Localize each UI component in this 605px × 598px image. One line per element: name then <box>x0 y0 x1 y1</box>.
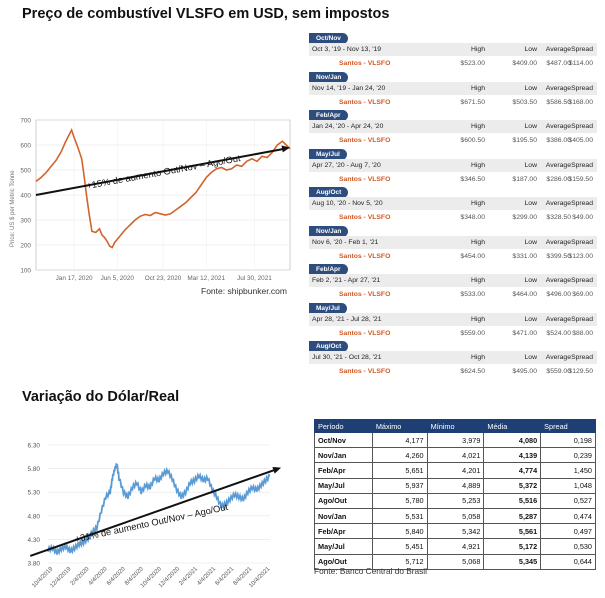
table-cell: Oct/Nov <box>315 433 373 448</box>
fuel-period-block <box>309 149 597 187</box>
fuel-high: $559.00 <box>460 329 485 337</box>
table-cell: Nov/Jan <box>315 508 373 523</box>
fuel-spread: $405.00 <box>568 137 593 144</box>
table-cell: 1,450 <box>541 463 596 478</box>
fuel-header-average: Average <box>545 84 571 92</box>
fuel-price-row <box>309 366 597 378</box>
dollar-y-tick-label: 6.30 <box>27 442 40 450</box>
dollar-y-tick-label: 5.80 <box>27 466 40 474</box>
fuel-average: $386.00 <box>546 137 571 144</box>
fuel-spread: $114.00 <box>568 60 593 67</box>
fuel-low: $195.50 <box>512 137 537 144</box>
fuel-name: Santos - VLSFO <box>339 60 391 67</box>
table-cell: 0,474 <box>541 508 596 523</box>
fuel-header-average: Average <box>545 123 571 130</box>
table-cell: 4,921 <box>427 539 484 554</box>
fuel-header-spread: Spread <box>571 123 593 130</box>
fuel-price-row <box>309 135 597 147</box>
table-cell: 5,531 <box>372 508 427 523</box>
fuel-period-block <box>309 341 597 379</box>
fuel-name: Santos - VLSFO <box>339 368 391 375</box>
fuel-price-row <box>309 212 597 224</box>
dollar-x-tick-label: 12/4/2019 <box>49 566 73 590</box>
table-cell: 0,644 <box>541 554 596 569</box>
fuel-spread: $49.00 <box>572 214 593 221</box>
fuel-high: $671.50 <box>460 98 485 106</box>
fuel-x-tick-label: Jun 5, 2020 <box>100 275 134 282</box>
table-header-cell: Período <box>315 420 373 433</box>
fuel-average: $524.00 <box>546 329 571 337</box>
table-cell: 4,139 <box>484 448 541 463</box>
fuel-price-row <box>309 289 597 301</box>
fuel-period-tag: Feb/Apr <box>309 110 348 121</box>
dollar-x-tick-label: 12/4/2020 <box>157 566 181 590</box>
fuel-period-range: Jan 24, '20 - Apr 24, '20 <box>312 123 384 130</box>
fuel-period-tag: Aug/Oct <box>309 341 348 352</box>
fuel-low: $471.00 <box>512 329 537 337</box>
fuel-header-spread: Spread <box>571 354 593 361</box>
table-cell: 0,497 <box>541 524 596 539</box>
fuel-header-spread: Spread <box>571 238 593 246</box>
fuel-average: $286.00 <box>546 175 571 183</box>
fuel-header-high: High <box>471 123 485 130</box>
table-cell: 5,372 <box>484 478 541 493</box>
dollar-x-tick-label: 10/4/2021 <box>248 566 272 590</box>
table-row <box>315 463 596 478</box>
table-cell: 1,048 <box>541 478 596 493</box>
table-cell: 5,068 <box>427 554 484 569</box>
fuel-header-spread: Spread <box>571 161 593 169</box>
fuel-header-average: Average <box>545 46 571 53</box>
fuel-period-header <box>309 120 597 133</box>
table-cell: 0,530 <box>541 539 596 554</box>
table-cell: 5,937 <box>372 478 427 493</box>
fuel-header-high: High <box>471 354 485 361</box>
table-cell: Ago/Out <box>315 493 373 508</box>
table-cell: 5,516 <box>484 493 541 508</box>
fuel-price-row <box>309 97 597 109</box>
dollar-x-tick-label: 6/4/2021 <box>214 566 236 587</box>
fuel-price-chart <box>0 112 300 302</box>
fuel-low: $495.00 <box>512 368 537 375</box>
dollar-x-tick-label: 2/4/2020 <box>69 566 91 587</box>
table-cell: 5,840 <box>372 524 427 539</box>
dollar-x-tick-label: 8/4/2021 <box>232 566 254 587</box>
fuel-low: $503.50 <box>512 98 537 106</box>
fuel-period-range: Nov 14, '19 - Jan 24, '20 <box>312 84 386 92</box>
fuel-period-tag: May/Jul <box>309 303 347 314</box>
fuel-spread: $123.00 <box>568 252 593 260</box>
fuel-y-tick-label: 200 <box>20 242 31 250</box>
fuel-period-block <box>309 110 597 148</box>
fuel-header-high: High <box>471 200 485 207</box>
fuel-period-block <box>309 187 597 225</box>
fuel-name: Santos - VLSFO <box>339 137 391 144</box>
table-cell: 5,345 <box>484 554 541 569</box>
fuel-y-axis-label: Price: US $ per Metric Tonne <box>10 170 16 247</box>
table-header-cell: Média <box>484 420 541 433</box>
fuel-high: $600.50 <box>460 137 485 144</box>
fuel-header-high: High <box>471 277 485 284</box>
fuel-spread: $168.00 <box>568 98 593 106</box>
fuel-header-spread: Spread <box>571 277 593 284</box>
fuel-period-header <box>309 236 597 249</box>
fuel-y-tick-label: 500 <box>20 167 31 175</box>
dollar-table-source: Fonte: Banco Central do Brasil <box>314 566 427 576</box>
fuel-header-average: Average <box>545 354 571 361</box>
table-cell: 0,198 <box>541 433 596 448</box>
fuel-header-low: Low <box>524 84 537 92</box>
fuel-average: $487.00 <box>546 60 571 67</box>
fuel-period-range: Apr 27, '20 - Aug 7, '20 <box>312 161 381 169</box>
fuel-period-tag: Nov/Jan <box>309 226 348 237</box>
table-cell: 5,253 <box>427 493 484 508</box>
fuel-header-average: Average <box>545 238 571 246</box>
fuel-average: $328.50 <box>546 214 571 221</box>
fuel-header-spread: Spread <box>571 46 593 53</box>
table-cell: Feb/Apr <box>315 463 373 478</box>
table-cell: 3,979 <box>427 433 484 448</box>
fuel-average: $559.00 <box>546 368 571 375</box>
fuel-header-low: Low <box>524 354 537 361</box>
table-header-cell: Máximo <box>372 420 427 433</box>
fuel-period-block <box>309 72 597 110</box>
fuel-spread: $69.00 <box>572 291 593 298</box>
fuel-average: $496.00 <box>546 291 571 298</box>
table-cell: 5,451 <box>372 539 427 554</box>
dollar-trend-annotation: +31% de aumento Out/Nov – Ago/Out <box>73 501 229 545</box>
fuel-high: $454.00 <box>460 252 485 260</box>
fuel-name: Santos - VLSFO <box>339 214 391 221</box>
table-cell: 5,058 <box>427 508 484 523</box>
fuel-low: $409.00 <box>512 60 537 67</box>
table-row <box>315 539 596 554</box>
fuel-period-tag: Oct/Nov <box>309 33 348 44</box>
fuel-price-row <box>309 328 597 340</box>
fuel-period-tag: May/Jul <box>309 149 347 160</box>
fuel-header-high: High <box>471 46 485 53</box>
fuel-price-panel <box>309 33 597 383</box>
table-cell: 4,177 <box>372 433 427 448</box>
fuel-high: $523.00 <box>460 60 485 67</box>
table-cell: 5,712 <box>372 554 427 569</box>
fuel-y-tick-label: 600 <box>20 142 31 150</box>
dollar-chart-heading: Variação do Dólar/Real <box>22 389 180 405</box>
fuel-x-tick-label: Mar 12, 2021 <box>187 275 226 282</box>
table-cell: Ago/Out <box>315 554 373 569</box>
table-cell: 5,651 <box>372 463 427 478</box>
fuel-period-header <box>309 274 597 287</box>
fuel-y-tick-label: 300 <box>20 217 31 225</box>
fuel-name: Santos - VLSFO <box>339 98 391 106</box>
fuel-y-tick-label: 400 <box>20 192 31 200</box>
fuel-header-spread: Spread <box>571 315 593 323</box>
fuel-period-range: Oct 3, '19 - Nov 13, '19 <box>312 46 382 53</box>
fuel-average: $399.50 <box>546 252 571 260</box>
fuel-spread: $129.50 <box>568 368 593 375</box>
dollar-y-tick-label: 3.80 <box>27 560 40 568</box>
fuel-price-row <box>309 174 597 186</box>
table-cell: Nov/Jan <box>315 448 373 463</box>
fuel-low: $331.00 <box>512 252 537 260</box>
fuel-header-average: Average <box>545 161 571 169</box>
fuel-header-low: Low <box>524 200 537 207</box>
table-cell: 5,342 <box>427 524 484 539</box>
fuel-low: $464.00 <box>512 291 537 298</box>
dollar-trend-arrowhead <box>272 467 281 474</box>
dollar-y-tick-label: 4.80 <box>27 513 40 521</box>
fuel-period-header <box>309 351 597 364</box>
fuel-period-range: Jul 30, '21 - Oct 28, '21 <box>312 354 382 361</box>
fuel-period-block <box>309 264 597 302</box>
fuel-period-header <box>309 82 597 95</box>
fuel-header-low: Low <box>524 238 537 246</box>
fuel-trend-annotation: +15% de aumento Out/Nov – Ago/Out <box>85 153 242 191</box>
fuel-header-spread: Spread <box>571 200 593 207</box>
table-cell: 4,774 <box>484 463 541 478</box>
fuel-header-low: Low <box>524 161 537 169</box>
dollar-x-tick-label: 2/4/2021 <box>178 566 200 587</box>
dollar-x-tick-label: 10/4/2019 <box>31 566 55 590</box>
fuel-x-tick-label: Jul 30, 2021 <box>237 275 272 282</box>
fuel-x-tick-label: Oct 23, 2020 <box>144 275 182 282</box>
fuel-source: Fonte: shipbunker.com <box>201 286 287 296</box>
fuel-name: Santos - VLSFO <box>339 291 391 298</box>
fuel-chart-heading: Preço de combustível VLSFO em USD, sem impostos <box>22 6 390 22</box>
fuel-period-range: Nov 6, '20 - Feb 1, '21 <box>312 238 379 246</box>
fuel-high: $348.00 <box>460 214 485 221</box>
dollar-x-tick-label: 4/4/2021 <box>196 566 218 587</box>
fuel-header-high: High <box>471 315 485 323</box>
fuel-period-header <box>309 197 597 210</box>
table-cell: May/Jul <box>315 478 373 493</box>
fuel-high: $346.50 <box>460 175 485 183</box>
fuel-average: $586.50 <box>546 98 571 106</box>
fuel-header-average: Average <box>545 277 571 284</box>
table-cell: 4,260 <box>372 448 427 463</box>
table-row <box>315 493 596 508</box>
table-cell: 0,239 <box>541 448 596 463</box>
table-cell: May/Jul <box>315 539 373 554</box>
table-cell: 4,021 <box>427 448 484 463</box>
fuel-header-average: Average <box>545 315 571 323</box>
fuel-header-low: Low <box>524 315 537 323</box>
fuel-period-block <box>309 33 597 71</box>
table-cell: Feb/Apr <box>315 524 373 539</box>
fuel-y-tick-label: 700 <box>20 117 31 125</box>
fuel-period-range: Aug 10, '20 - Nov 5, '20 <box>312 200 383 207</box>
table-row <box>315 448 596 463</box>
table-cell: 4,201 <box>427 463 484 478</box>
table-row <box>315 524 596 539</box>
fuel-period-header <box>309 43 597 56</box>
fuel-header-high: High <box>471 238 485 246</box>
table-cell: 5,780 <box>372 493 427 508</box>
fuel-low: $299.00 <box>512 214 537 221</box>
table-cell: 4,889 <box>427 478 484 493</box>
table-row <box>315 478 596 493</box>
table-cell: 5,561 <box>484 524 541 539</box>
fuel-period-tag: Feb/Apr <box>309 264 348 275</box>
fuel-x-tick-label: Jan 17, 2020 <box>55 275 93 282</box>
table-cell: 4,080 <box>484 433 541 448</box>
fuel-header-high: High <box>471 84 485 92</box>
dollar-x-tick-label: 8/4/2020 <box>124 566 145 587</box>
fuel-period-header <box>309 159 597 172</box>
fuel-header-low: Low <box>524 46 537 53</box>
fuel-y-tick-label: 100 <box>20 267 31 275</box>
table-cell: 5,172 <box>484 539 541 554</box>
dollar-x-tick-label: 6/4/2020 <box>105 566 127 587</box>
fuel-header-average: Average <box>545 200 571 207</box>
fuel-header-low: Low <box>524 123 537 130</box>
fuel-name: Santos - VLSFO <box>339 329 391 337</box>
fuel-spread: $88.00 <box>572 329 593 337</box>
fuel-period-block <box>309 226 597 264</box>
fuel-period-header <box>309 313 597 326</box>
fuel-header-low: Low <box>524 277 537 284</box>
fuel-header-spread: Spread <box>571 84 593 92</box>
table-row <box>315 508 596 523</box>
fuel-low: $187.00 <box>512 175 537 183</box>
table-row <box>315 433 596 448</box>
fuel-spread: $159.50 <box>568 175 593 183</box>
table-header-cell: Spread <box>541 420 596 433</box>
table-cell: 5,287 <box>484 508 541 523</box>
fuel-price-row <box>309 58 597 70</box>
dollar-x-tick-label: 4/4/2020 <box>87 566 109 587</box>
dollar-x-tick-label: 10/4/2020 <box>139 566 163 590</box>
table-cell: 0,527 <box>541 493 596 508</box>
dollar-real-table <box>314 419 596 570</box>
fuel-period-tag: Nov/Jan <box>309 72 348 83</box>
fuel-period-tag: Aug/Oct <box>309 187 348 198</box>
fuel-period-range: Feb 2, '21 - Apr 27, '21 <box>312 277 381 284</box>
dollar-real-chart <box>0 435 305 598</box>
fuel-header-high: High <box>471 161 485 169</box>
fuel-period-range: Apr 28, '21 - Jul 28, '21 <box>312 315 382 323</box>
fuel-high: $624.50 <box>460 368 485 375</box>
table-header-cell: Mínimo <box>427 420 484 433</box>
fuel-name: Santos - VLSFO <box>339 175 391 183</box>
fuel-price-row <box>309 251 597 263</box>
table-header-row <box>315 420 596 433</box>
fuel-name: Santos - VLSFO <box>339 252 391 260</box>
fuel-high: $533.00 <box>460 291 485 298</box>
fuel-period-block <box>309 303 597 341</box>
dollar-y-tick-label: 4.30 <box>27 536 40 544</box>
dollar-y-tick-label: 5.30 <box>27 489 40 497</box>
